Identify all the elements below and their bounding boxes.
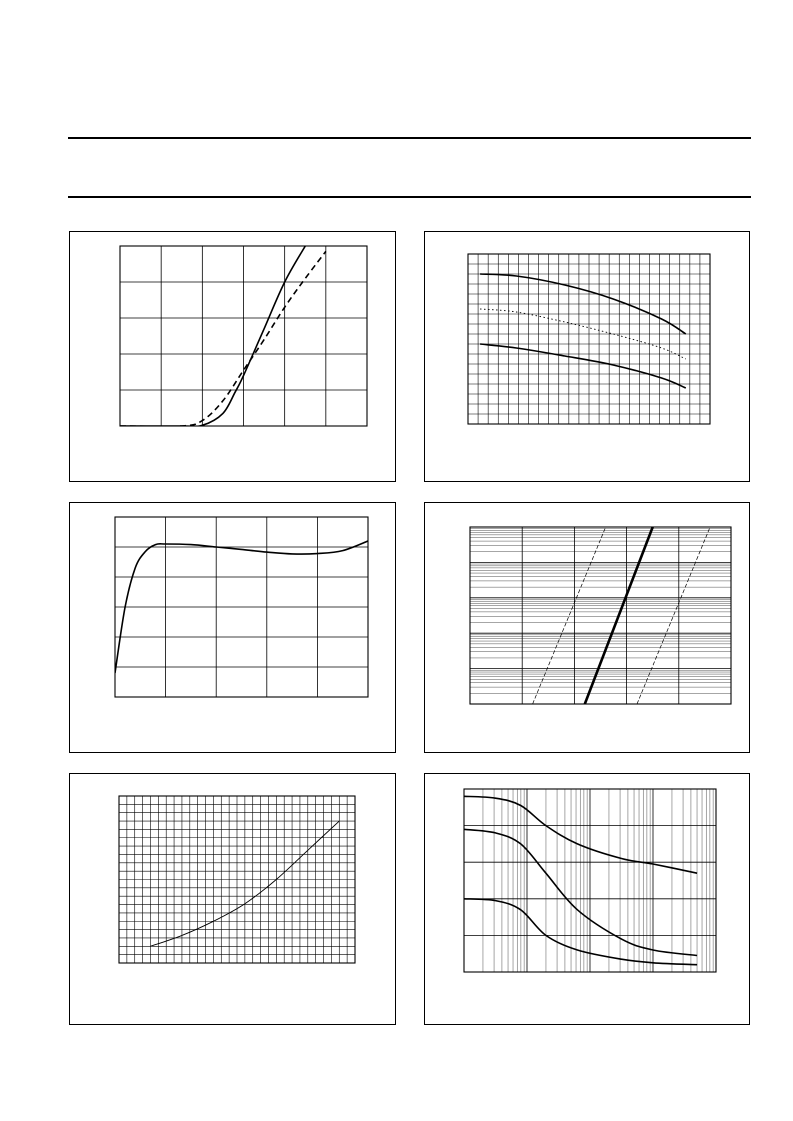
figure-panel-4 xyxy=(424,502,750,753)
series-line-3 xyxy=(637,527,710,704)
chart-1 xyxy=(70,232,397,483)
chart-4 xyxy=(425,503,751,754)
series-line-2 xyxy=(120,251,326,426)
series-line-1 xyxy=(120,246,305,426)
figure-panel-5 xyxy=(69,773,396,1025)
series-line-3 xyxy=(480,344,686,388)
header-rule-bottom xyxy=(68,196,751,198)
plot-frame xyxy=(470,527,731,704)
chart-2 xyxy=(425,232,751,483)
series-line-1 xyxy=(464,796,697,873)
series-line-3 xyxy=(464,899,697,965)
chart-5 xyxy=(70,774,397,1026)
chart-3 xyxy=(70,503,397,754)
figure-panel-1 xyxy=(69,231,396,482)
figure-panel-3 xyxy=(69,502,396,753)
chart-6 xyxy=(425,774,751,1026)
figure-panel-6 xyxy=(424,773,750,1025)
figure-panel-2 xyxy=(424,231,750,482)
header-rule-top xyxy=(68,137,751,139)
series-line-2 xyxy=(464,829,697,955)
